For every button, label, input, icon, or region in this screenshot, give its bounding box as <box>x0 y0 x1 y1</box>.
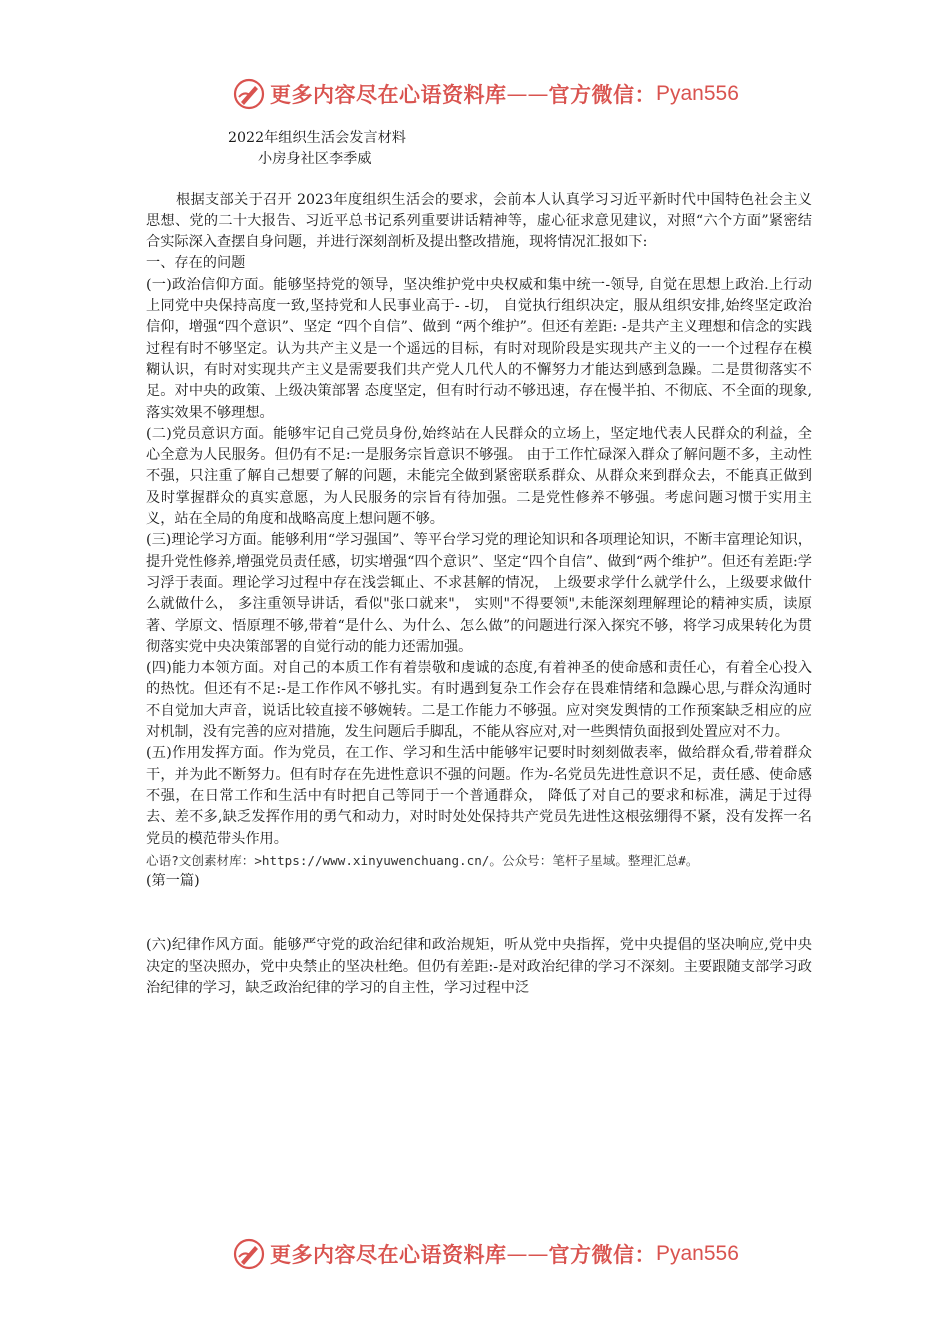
intro-paragraph: 根据支部关于召开 2023年度组织生活会的要求，会前本人认真学习习近平新时代中国特色社会主义思想、党的二十大报告、习近平总书记系列重要讲话精神等，虚心征求意见建议，对照“六个方面”紧密结合实际深入查摆自身问题，并进行深刻剖析及提出整改措施，现将情况汇报如下: <box>146 191 812 251</box>
paragraph-party-awareness: (二)党员意识方面。能够牢记自己党员身份,始终站在人民群众的立场上，坚定地代表人民群众的利益，全心全意为人民服务。但仍有不足:一是服务宗旨意识不够强。 由于工作忙碌深入群众了解问题不多，主动性不强，只注重了解自己想要了解的问题，未能完全做到紧密联系群众、从群众来到群众去，不能真正做到及时掌握群众的真实意愿，为人民服务的宗旨有待加强。二是党性修养不够强。考虑问题习惯于实用主义，站在全局的角度和战略高度上想问题不够。 <box>146 425 812 528</box>
watermark-wechat-id: Pyan556 <box>656 82 739 105</box>
watermark-separator: —— <box>506 1242 549 1266</box>
pen-scroll-logo-icon <box>232 1237 266 1271</box>
footer-watermark <box>232 1236 739 1272</box>
pen-scroll-logo-icon <box>232 77 266 111</box>
paragraph-role: (五)作用发挥方面。作为党员，在工作、学习和生活中能够牢记要时时刻刻做表率，做给群众看,带着群众干，并为此不断努力。但有时存在先进性意识不强的问题。作为-名党员先进性意识不足，责任感、使命感不强，在日常工作和生活中有时把自己等同于一个普通群众， 降低了对自己的要求和标准，满足于过得去、差不多,缺乏发挥作用的勇气和动力，对时时处处保持共产党员先进性这根弦绷得不紧，没有发挥一名党员的模范带头作用。 <box>146 745 812 847</box>
watermark-text: 更多内容尽在心语资料库 <box>270 83 507 107</box>
watermark-text: 更多内容尽在心语资料库 <box>270 1243 507 1267</box>
spacer <box>146 892 812 935</box>
header-watermark <box>232 76 739 112</box>
watermark-label: 官方微信： <box>548 1243 656 1267</box>
paragraph-discipline: (六)纪律作风方面。能够严守党的政治纪律和政治规矩，听从党中央指挥，党中央提倡的坚决响应,党中央决定的坚决照办，党中央禁止的坚决杜绝。但仍有差距:-是对政治纪律的学习不深刻。主要跟随支部学习政治纪律的学习，缺乏政治纪律的学习的自主性，学习过程中泛 <box>146 937 812 996</box>
watermark-label: 官方微信： <box>548 83 656 107</box>
part-label: (第一篇) <box>146 873 200 890</box>
paragraph-political-belief: (一)政治信仰方面。能够坚持党的领导，坚决维护党中央权威和集中统一-领导, 自觉在思想上政治.上行动上同党中央保持高度一致,坚持党和人民事业高于- -切， 自觉执行组织决定，服从组织安排,始终坚定政治信仰，增强“四个意识”、坚定 “四个自信”、做到 “两个维护”。但还有差距: -是共产主义理想和信念的实践过程有时不够坚定。认为共产主义是一个遥远的目标，有时对现阶段是实现共产主义的一一个过程存在模糊认识，有时对实现共产主义是需要我们共产党人几代人的不懈努力才能达到感到急躁。二是贯彻落实不足。对中央的政策、上级决策部署 态度坚定，但有时行动不够迅速，存在慢半拍、不彻底、不全面的现象,落实效果不够理想。 <box>146 276 812 421</box>
paragraph-ability: (四)能力本领方面。对自己的本质工作有着崇敬和虔诚的态度,有着神圣的使命感和责任心，有着全心投入的热忱。但还有不足:-是工作作风不够扎实。有时遇到复杂工作会存在畏难情绪和急躁心思,与群众沟通时不自觉加大声音，说话比较直接不够婉转。二是工作能力不够强。应对突发舆情的工作预案缺乏相应的应对机制，没有完善的应对措施，发生问题后手脚乱，不能从容应对,对一些舆情负面报到处置应对不力。 <box>146 660 812 741</box>
document-title: 2022年组织生活会发言材料 <box>228 130 406 146</box>
watermark-separator: —— <box>506 82 549 106</box>
source-line: 心语?文创素材库：>https://www.xinyuwenchuang.cn/。公众号：笔杆子星域。整理汇总#。 <box>146 852 699 868</box>
watermark-wechat-id: Pyan556 <box>656 1242 739 1265</box>
document-author: 小房身社区李季威 <box>258 151 372 168</box>
section-heading: 一、存在的问题 <box>146 255 246 272</box>
paragraph-theory-study: (三)理论学习方面。能够利用“学习强国”、等平台学习党的理论知识和各项理论知识，不断丰富理论知识，提升党性修养,增强党员责任感，切实增强“四个意识”、坚定“四个自信”、做到“两个维护”。但还有差距:学习浮于表面。理论学习过程中存在浅尝辄止、不求甚解的情况， 上级要求学什么就学什么，上级要求做什么就做什么， 多注重领导讲话，看似"张口就来"， 实则"不得要领",未能深刻理解理论的精神实质，读原著、学原文、悟原理不够,带着“是什么、为什么、怎么做”的问题进行深入探究不够，将学习成果转化为贯彻落实党中央决策部署的自觉行动的能力还需加强。 <box>146 532 812 655</box>
document-body <box>146 128 812 999</box>
